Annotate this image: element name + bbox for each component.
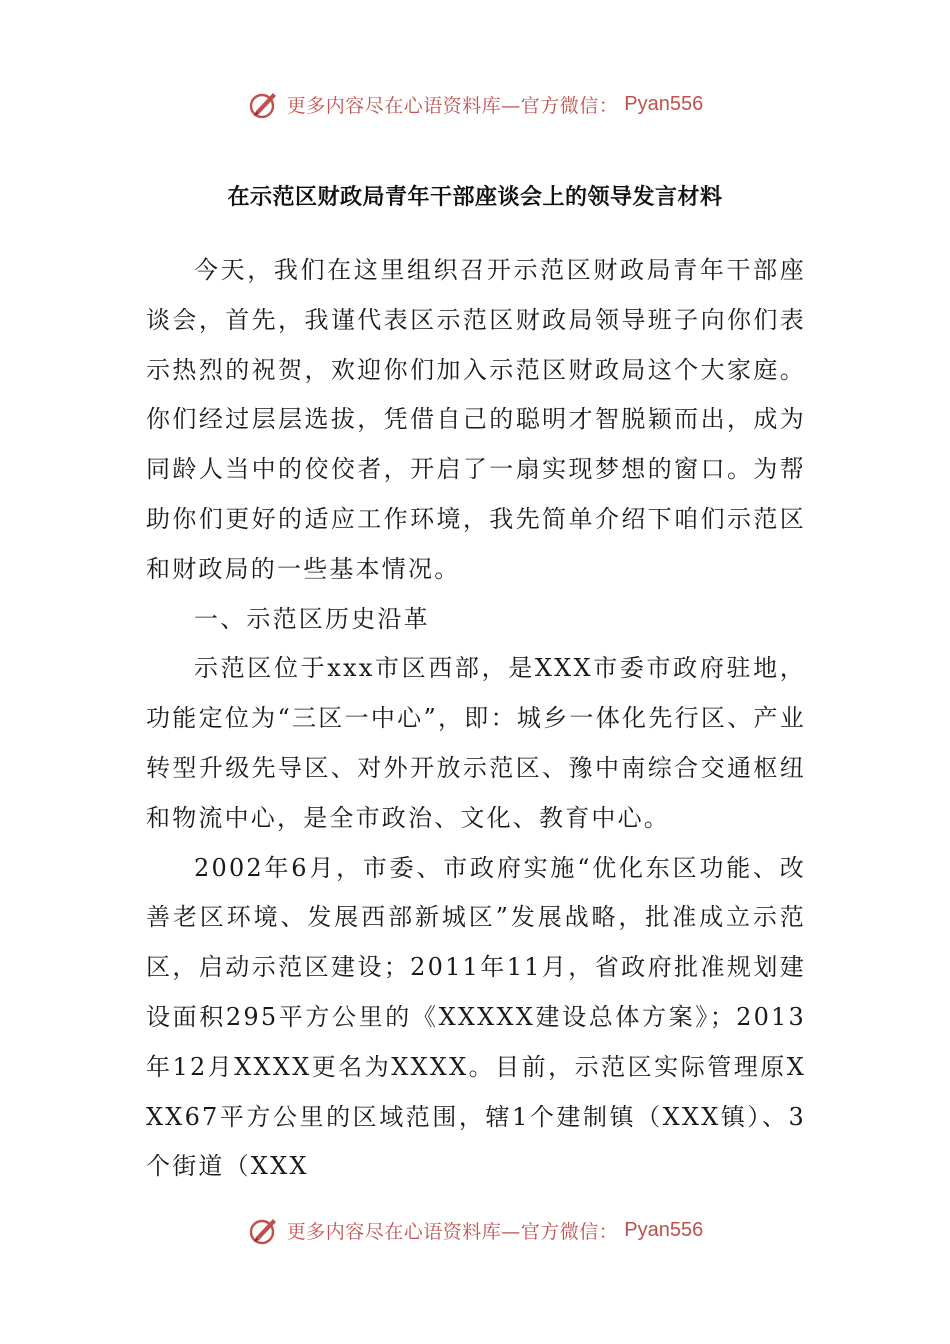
document-body xyxy=(146,246,806,1192)
watermark-header xyxy=(0,84,950,124)
pen-logo-icon xyxy=(247,1213,281,1247)
watermark-text: 更多内容尽在心语资料库—官方微信： xyxy=(286,94,619,117)
section-heading: 一、示范区历史沿革 xyxy=(194,604,430,633)
watermark-text: 更多内容尽在心语资料库—官方微信： xyxy=(286,1220,619,1243)
paragraph: 示范区位于xxx市区西部，是XXX市委市政府驻地，功能定位为“三区一中心”，即：城乡一体化先行区、产业转型升级先导区、对外开放示范区、豫中南综合交通枢纽和物流中心，是全市政治、文化、教育中心。 xyxy=(146,654,806,832)
document-title: 在示范区财政局青年干部座谈会上的领导发言材料 xyxy=(227,185,723,210)
paragraph: 今天，我们在这里组织召开示范区财政局青年干部座谈会，首先，我谨代表区示范区财政局领导班子向你们表示热烈的祝贺，欢迎你们加入示范区财政局这个大家庭。你们经过层层选拔，凭借自己的聪明才智脱颖而出，成为同龄人当中的佼佼者，开启了一扇实现梦想的窗口。为帮助你们更好的适应工作环境，我先简单介绍下咱们示范区和财政局的一些基本情况。 xyxy=(146,256,806,583)
paragraph: 2002年6月，市委、市政府实施“优化东区功能、改善老区环境、发展西部新城区”发展战略，批准成立示范区，启动示范区建设；2011年11月，省政府批准规划建设面积295平方公里的《XXXXX建设总体方案》；2013年12月XXXX更名为XXXX。目前，示范区实际管理原XXX67平方公里的区域范围，辖1个建制镇（XXX镇）、3个街道（XXX xyxy=(146,853,806,1181)
watermark-brand: Pyan556 xyxy=(624,92,704,115)
pen-logo-icon xyxy=(247,87,281,121)
watermark-footer xyxy=(0,1210,950,1250)
watermark-brand: Pyan556 xyxy=(624,1218,704,1241)
